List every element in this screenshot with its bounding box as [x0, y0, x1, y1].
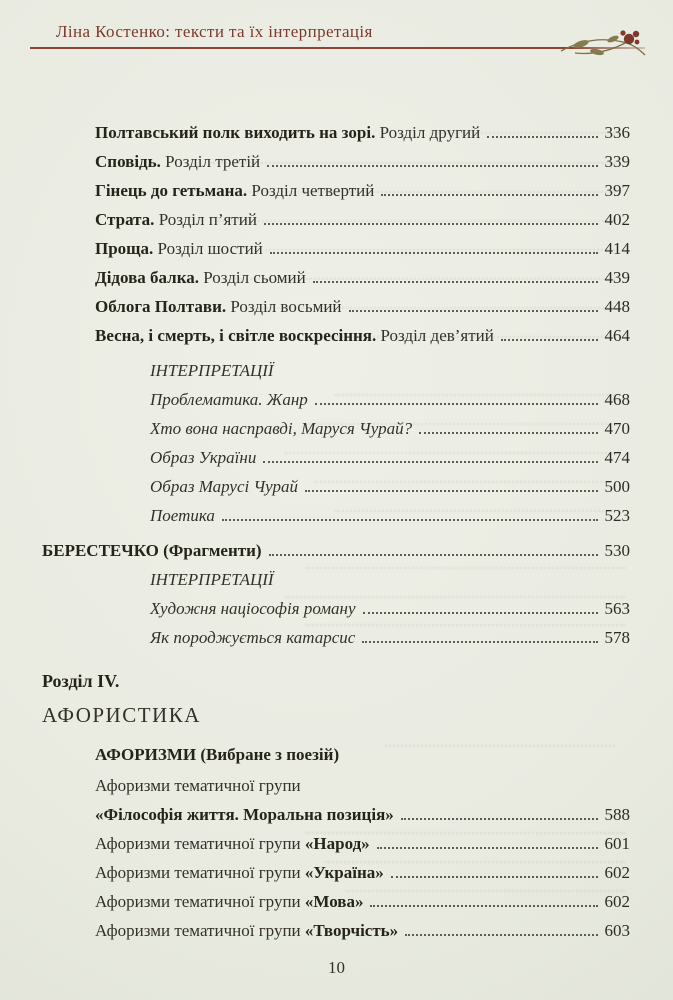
dot-leader [269, 554, 598, 556]
dot-leader [377, 847, 598, 849]
toc-text-bold: АФОРИЗМИ (Вибране з поезій) [95, 745, 340, 764]
toc-page-number: 601 [604, 834, 630, 853]
toc-page-number: 470 [604, 419, 630, 438]
dot-leader [349, 310, 598, 312]
toc-page-number: 563 [604, 599, 630, 618]
toc-text-bold: Весна, і смерть, і світле воскресіння. [95, 326, 377, 345]
toc-entry-title [150, 356, 274, 385]
toc-row [42, 234, 630, 263]
toc-entry-title [150, 443, 256, 472]
toc-row [42, 829, 630, 858]
toc-entry-title [95, 205, 257, 234]
toc-row [42, 916, 630, 945]
toc-entry-title [95, 176, 374, 205]
toc-text-normal: Розділ третій [160, 152, 261, 171]
toc-entry-title [42, 698, 201, 732]
toc-entry-title [150, 565, 274, 594]
toc-entry-title [95, 887, 363, 916]
toc-text-italic: Проблематика. Жанр [150, 390, 308, 409]
toc-entry-title [150, 472, 298, 501]
toc-row [42, 771, 630, 800]
dot-leader [270, 252, 598, 254]
dot-leader [264, 223, 598, 225]
dot-leader [401, 818, 598, 820]
toc-page-number: 464 [604, 326, 630, 345]
toc-page-number: 402 [604, 210, 630, 229]
toc-entry-title [95, 829, 370, 858]
floral-ornament-icon [557, 25, 649, 65]
toc-entry-title [95, 263, 306, 292]
dot-leader [267, 165, 597, 167]
toc-row [42, 565, 630, 594]
toc-entry-title [150, 594, 356, 623]
dot-leader [391, 876, 598, 878]
toc-entry-title [95, 321, 494, 350]
toc-text-normal: Афоризми тематичної групи [95, 776, 301, 795]
page-number: 10 [328, 958, 345, 977]
toc-entry-title [42, 666, 119, 696]
toc-page-number: 523 [604, 506, 630, 525]
toc-page-number: 397 [604, 181, 630, 200]
toc-text-italic: ІНТЕРПРЕТАЦІЇ [150, 361, 274, 380]
toc-text-bold: «Філософія життя. Моральна позиція» [95, 805, 394, 824]
toc-row [42, 414, 630, 443]
toc-row [42, 176, 630, 205]
toc-text-bold: Розділ IV. [42, 671, 120, 691]
toc-row [42, 321, 630, 350]
toc-row [42, 594, 630, 623]
toc-row [42, 536, 630, 565]
toc-text-bold: БЕРЕСТЕЧКО (Фрагменти) [42, 541, 262, 560]
dot-leader [315, 403, 598, 405]
toc-text-bold: Полтавський полк виходить на зорі. [95, 123, 376, 142]
toc-page-number: 588 [604, 805, 630, 824]
toc-text-bold: Страта. [95, 210, 155, 229]
toc-entry-title [95, 916, 398, 945]
toc-row [42, 800, 630, 829]
toc-text-normal: Розділ сьомий [199, 268, 306, 287]
toc-text-normal: Афоризми тематичної групи [95, 834, 305, 853]
toc-text-bold: «Творчість» [304, 921, 399, 940]
toc-entry-title [150, 623, 355, 652]
toc-entry-title [95, 771, 301, 800]
toc-text-normal: Розділ четвертий [247, 181, 375, 200]
toc-page-number: 439 [604, 268, 630, 287]
toc-page-number: 448 [604, 297, 630, 316]
toc-text-bold: Сповідь. [95, 152, 161, 171]
toc-row [42, 205, 630, 234]
toc-text-bold: Гінець до гетьмана. [95, 181, 248, 200]
toc-row [42, 118, 630, 147]
running-header-title: Ліна Костенко: тексти та їх інтерпретація [56, 22, 373, 41]
toc-row [42, 858, 630, 887]
toc-row [42, 472, 630, 501]
toc-entry-title [95, 292, 342, 321]
toc-text-italic: ІНТЕРПРЕТАЦІЇ [150, 570, 274, 589]
toc-entry-title [95, 118, 480, 147]
toc-row [42, 292, 630, 321]
toc-entry-title [95, 234, 263, 263]
toc-text-bold: Проща. [95, 239, 154, 258]
toc-page-number: 602 [604, 863, 630, 882]
toc-entry-title [95, 740, 339, 769]
toc-row [42, 147, 630, 176]
dot-leader [263, 461, 597, 463]
toc-text-bold: «Народ» [304, 834, 370, 853]
toc-text-bold: Облога Полтави. [95, 297, 227, 316]
toc-page-number: 474 [604, 448, 630, 467]
toc-row [42, 443, 630, 472]
toc-row [42, 887, 630, 916]
toc-page-number: 414 [604, 239, 630, 258]
dot-leader [501, 339, 598, 341]
toc-text-italic: Художня націософія роману [150, 599, 356, 618]
toc-row [42, 263, 630, 292]
table-of-contents [42, 118, 630, 945]
toc-row [42, 666, 630, 696]
toc-text-bold: «Україна» [304, 863, 384, 882]
toc-row [42, 501, 630, 530]
toc-text-normal: Розділ дев’ятий [376, 326, 494, 345]
dot-leader [222, 519, 598, 521]
toc-text-bold: Дідова балка. [95, 268, 200, 287]
toc-entry-title [95, 858, 384, 887]
toc-entry-title [150, 385, 308, 414]
toc-text-normal: Афоризми тематичної групи [95, 863, 305, 882]
dot-leader [305, 490, 597, 492]
toc-text-normal: АФОРИСТИКА [42, 703, 201, 727]
toc-row [42, 356, 630, 385]
dot-leader [362, 641, 597, 643]
toc-text-normal: Розділ восьмий [226, 297, 342, 316]
toc-text-bold: «Мова» [304, 892, 364, 911]
header-rule [30, 47, 645, 49]
toc-row [42, 740, 630, 769]
toc-page-number: 578 [604, 628, 630, 647]
dot-leader [419, 432, 597, 434]
toc-page-number: 500 [604, 477, 630, 496]
dot-leader [381, 194, 597, 196]
toc-row [42, 623, 630, 652]
toc-page-number: 603 [604, 921, 630, 940]
toc-text-italic: Образ Марусі Чурай [150, 477, 299, 496]
toc-text-italic: Хто вона насправді, Маруся Чурай? [150, 419, 413, 438]
dot-leader [487, 136, 597, 138]
toc-text-italic: Поетика [150, 506, 215, 525]
toc-page-number: 530 [604, 541, 630, 560]
dot-leader [370, 905, 597, 907]
toc-entry-title [150, 501, 215, 530]
toc-entry-title [95, 800, 394, 829]
toc-text-normal: Розділ другий [375, 123, 481, 142]
toc-page-number: 336 [604, 123, 630, 142]
toc-entry-title [150, 414, 412, 443]
toc-text-normal: Розділ шостий [153, 239, 263, 258]
dot-leader [405, 934, 597, 936]
toc-row [42, 698, 630, 732]
toc-page-number: 339 [604, 152, 630, 171]
dot-leader [363, 612, 598, 614]
toc-text-normal: Афоризми тематичної групи [95, 892, 305, 911]
toc-text-normal: Афоризми тематичної групи [95, 921, 305, 940]
toc-row [42, 385, 630, 414]
toc-entry-title [42, 536, 262, 565]
toc-page-number: 468 [604, 390, 630, 409]
toc-text-italic: Образ України [150, 448, 257, 467]
toc-page-number: 602 [604, 892, 630, 911]
toc-text-normal: Розділ п’ятий [154, 210, 257, 229]
running-header [30, 22, 645, 49]
dot-leader [313, 281, 598, 283]
toc-text-italic: Як породжується катарсис [150, 628, 356, 647]
toc-entry-title [95, 147, 260, 176]
